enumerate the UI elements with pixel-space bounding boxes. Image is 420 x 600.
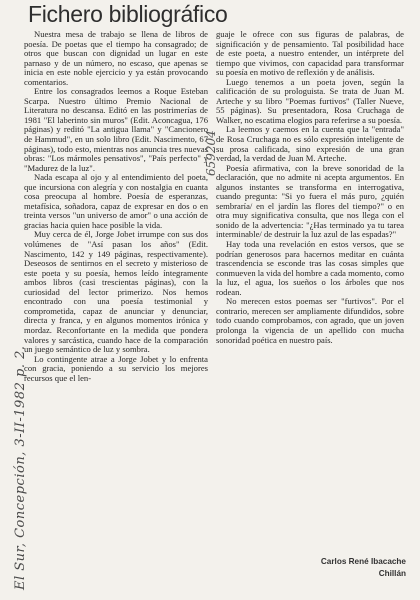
handwritten-catalog-code: 659204 [204, 130, 218, 176]
article-paragraph: Entre los consagrados leemos a Roque Esteban Scarpa. Nuestro último Premio Nacional de Literatura no descansa. Editó en las postrimerías de 1981 "El laberinto sin muros" (Edit. Aconcagua, 176 páginas) y reditó "La antigua llama" y "Cancionero de Hammud", en un solo libro (Edit. Nascimento, 67 páginas), todo esto, mientras nos anuncia tres nuevas obras: "Los mármoles pensativos", "País perfecto" y "Madurez de la luz". [24, 86, 208, 173]
handwritten-source-note [1, 120, 28, 600]
author-signature [321, 556, 406, 580]
article-paragraph: Nada escapa al ojo y al entendimiento del poeta, que incursiona con alegría y con nostalgia en cuanta cosa preocupa al hombre. Poesía de esperanzas, metafísica, soñadora, capaz de expresar en dos o en treinta versos "un universo de amor" o una acción de gracias hacia quien hace posible la vida. [24, 172, 208, 230]
article-right-column [216, 30, 404, 345]
article-paragraph: Poesía afirmativa, con la breve sonoridad de la declaración, que no admite ni acepta argumentos. En algunos instantes se transforma en interrogativa, cuando pregunta: "Si yo fuera el más puro, ¿quién sembraría/ en el jardín las flores del tiempo?" o en otra muy significativa consulta, que nos llega con el sonido de la advertencia: "¿Has terminado ya tu tarea interminable/ de destruir la luz azul de las espadas?" [216, 162, 404, 240]
article-paragraph: No merecen estos poemas ser "furtivos". Por el contrario, merecen ser ampliamente difundidos, sobre todo cuando comprobamos, con agrado, que un joven prolonga la vigencia de un apellido con mucha sonoridad poética en nuestro país. [216, 296, 404, 345]
handwritten-source-text: El Sur, Concepción, 3-II-1982 p. 2. [13, 345, 28, 590]
page-title: Fichero bibliográfico [28, 1, 228, 27]
article-paragraph: La leemos y caemos en la cuenta que la "entrada" de Rosa Cruchaga no es sólo expresión inteligente de su prosa calificada, sino expresión de una gran verdad, la verdad de Juan M. Arteche. [216, 124, 404, 164]
article-left-column [24, 30, 208, 383]
author-place: Chillán [378, 569, 406, 578]
author-name: Carlos René Ibacache [320, 557, 406, 566]
article-paragraph: Hay toda una revelación en estos versos, que se podrían generosos para hacernos meditar en cuánta trascendencia se esconde tras las cosas simples que conmueven la vida del hombre a cada momento, como la luz, el agua, los sueños o los árboles que nos rodean. [216, 239, 404, 297]
article-paragraph: Lo contingente atrae a Jorge Jobet y lo enfrenta con gracia, poniendo a su servicio los mejores recursos que el len- [24, 353, 208, 383]
article-paragraph: Luego tenemos a un poeta joven, según la calificación de su prologuista. Se trata de Juan M. Arteche y su libro "Poemas furtivos" (Taller Nueve, 55 páginas). Su presentadora, Rosa Cruchaga de Walker, no escatima elogios para referirse a su poesía. [216, 76, 404, 125]
article-paragraph: Nuestra mesa de trabajo se llena de libros de poesía. De poetas que el tiempo ha consagrado; de otros que buscan con dignidad un lugar en este parnaso y de un número, no escaso, que apenas se inicia en este noble ejercicio y ya están provocando comentarios. [24, 29, 208, 87]
article-paragraph: Muy cerca de él, Jorge Jobet irrumpe con sus dos volúmenes de "Así pasan los años" (Edit. Nascimento, 142 y 149 páginas, respectivamente). Deseosos de sentirnos en el secreto y misterioso de este poeta y su poesía, hemos leído íntegramente ambos libros (casi trescientas páginas), con la curiosidad del lector primerizo. Nos hemos encontrado con una poesía testimonial y comprometida, capaz de anunciar y denunciar, directa y franca, y en algunos momentos irónica y mordaz. Reconfortante en la medida que pondera valores y sarcástica, cuando hace de la comparación un juego semántico de luz y sombra. [24, 229, 208, 355]
article-paragraph: guaje le ofrece con sus figuras de palabras, de significación y de pensamiento. Tal posibilidad hace de este poeta, a nuestro entender, un intérprete del tiempo que vivimos, con capacidad para transformar su poesía en motivo de reflexión y de análisis. [216, 29, 404, 78]
